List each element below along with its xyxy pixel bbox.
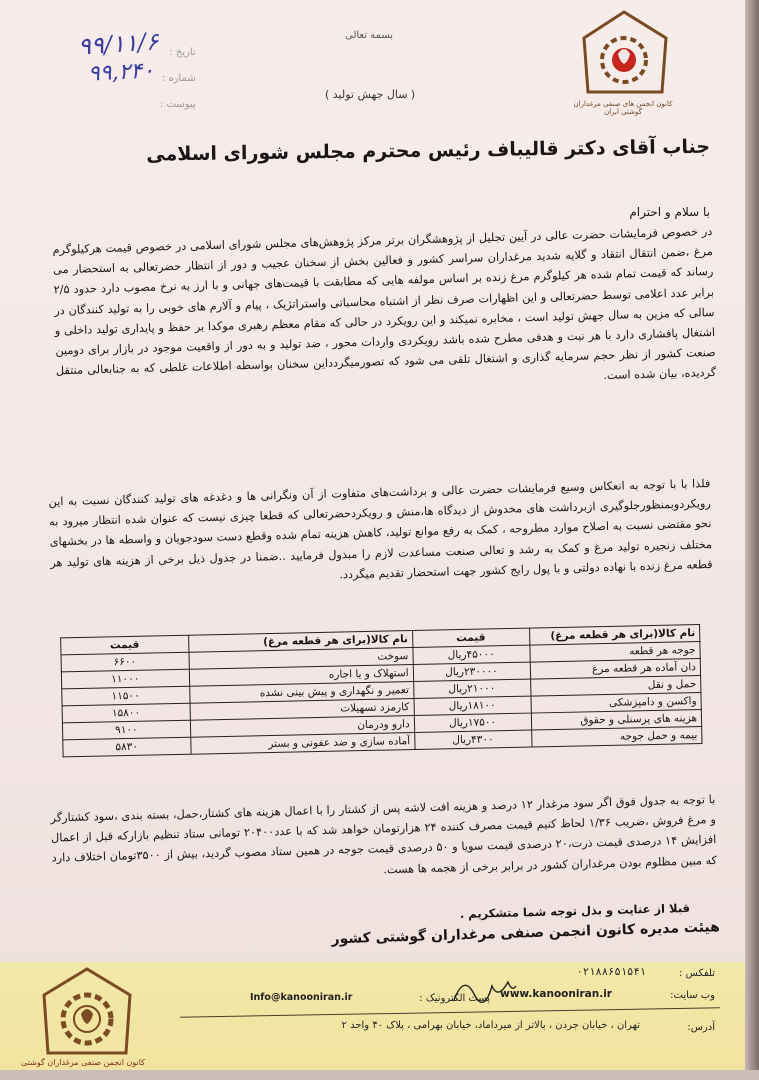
logo-caption: کانون انجمن های صنفی مرغداران گوشتی ایران — [573, 100, 673, 116]
paragraph-1: در خصوص فرمایشات حضرت عالی در آیین تجلیل از پژوهشگران برتر مرکز پژوهش‌های مجلس شورای اسلامی در خصوص قیمت هرکیلوگرم مرغ ،ضمن انتقال انتقاد و گلایه شدید مرغداران سراسر کشور و فعالین بخش از سخنان عجیب و دور از انتظار حضرتعالی به استحضار می رساند که قیمت تمام شده هر کیلوگرم مرغ زنده بر اساس مولفه هایی که مطابقت با قیمت‌های جهانی و با ارز به نرخ مصوب دارد حدود ۲/۵ برابر عدد اعلامی توسط حضرتعالی و این اظهارات صرف نظر از اشتباه محاسباتی واستراتژیک ، پیام و آلارم های خوبی را به تولید کنندگان در سالی که مزین به سال جهش تولید است ، مخابره نمیکند و این رویکرد در حالی که مقام معظم رهبری موکدا بر حفظ و پایداری تولید داخلی و اشتغال پافشاری دارد با هر نیت و هدفی مطرح شده باشد رویکردی واردات محور ، ضد تولید و به دور از واقعیت موجود در بازار برای دومین صنعت کشور از نظر حجم سرمایه گذاری و اشتغال تلقی می شود که تصورمیگردداین سخنان بواسطه اطلاعات غلطی که به جنابعالی منتقل گردیده، بیان شده است. — [52, 224, 717, 383]
letter-meta — [160, 40, 196, 118]
table-cell: دان آماده هر قطعه مرغ — [530, 659, 701, 680]
handwritten-number: ۹۹,۲۴۰ — [87, 58, 155, 87]
salutation: با سلام و احترام — [629, 205, 710, 219]
table-cell: حمل و نقل — [530, 675, 701, 696]
signature-organization: هیئت مدیره کانون انجمن صنفی مرغداران گوشتی کشور — [331, 919, 721, 948]
fax-number: ۰۲۱۸۸۶۵۱۵۴۱ — [576, 966, 646, 978]
table-header: نام کالا(برای هر قطعه مرغ) — [188, 631, 412, 653]
closing-thanks: قبلا از عنایت و بذل توجه شما متشکریم . — [459, 900, 691, 921]
email-label: پست الکترونیک : — [419, 993, 490, 1004]
table-header: نام کالا(برای هر قطعه مرغ) — [529, 625, 700, 646]
letter-title: جناب آقای دکتر قالیباف رئیس محترم مجلس شورای اسلامی — [146, 135, 711, 166]
table-cell: واکسن و دامپزشکی — [531, 692, 702, 713]
paragraph-3: با توجه به جدول فوق اگر سود مرغدار ۱۲ درصد و هزینه افت لاشه پس از کشتار را با اعمال هزینه های کشتار،حمل، بسته بندی ،سود کشتارگر و مرغ فروش ،ضریب ۱/۳۶ لحاظ کنیم قیمت مصرف کننده ۲۴ هزارتومان خواهد شد که با عدد۲۰۴۰۰ تومانی ستاد تنظیم بازارکه قبل از اعمال افزایش ۱۴ درصدی قیمت ذرت،۲۰ درصدی قیمت سویا و ۵۰ درصدی قیمت جوجه در همین ستاد مصوب گردید، بیش از ۳۵۰۰تومان اختلاف دارد که مبین مظلوم بودن مرغداران کشور در برابر برخی از هجمه ها هست. — [50, 792, 718, 876]
table-cell: سوخت — [189, 648, 413, 670]
table-cell: جوجه هر قطعه — [529, 642, 700, 663]
table-header: قیمت — [61, 635, 189, 655]
stamp-logo-icon — [40, 965, 135, 1060]
page-edge — [745, 0, 759, 1080]
website-label: وب سایت: — [670, 990, 715, 1001]
attachment-label: پیوست : — [160, 99, 196, 110]
association-logo-icon — [578, 8, 670, 104]
table-cell: ۱۱۰۰۰ — [61, 669, 189, 689]
paragraph-2: فلذا با با توجه به انعکاس وسیع فرمایشات حضرت عالی و برداشت‌های متفاوت از آن ونگرانی ها و دغدغه های تولید کنندگان نسبت به این رویکردوبمنظورجلوگیری ازبرداشت های مخدوش از دیدگاه ها،منش و رویکردحضرتعالی که قطعا چیزی نیست که عنوان شده انتظار میرود به نحو مقتضی نسبت به اصلاح موارد مطروحه ، کمک به رفع موانع تولید، کاهش هزینه تمام شده وقطع دست سودجویان و واسطه ها در بخشهای مختلف زنجیره تولید مرغ و کمک به رشد و تعالی صنعت مساعدت لازم را مبذول فرمایید ..ضمنا در جدول ذیل برخی از هزینه های تولید هر قطعه مرغ زنده با نهاده دولتی و با پول رایج کشور جهت استحضار تقدیم میگردد. — [48, 476, 713, 582]
table-cell: دارو ودرمان — [190, 716, 414, 738]
table-cell: ۱۵۸۰۰ — [62, 703, 190, 723]
year-motto: ( سال جهش تولید ) — [325, 88, 416, 101]
table-cell: هزینه های پرسنلی و حقوق — [531, 709, 702, 730]
table-cell: ۱۸۱۰۰ریال — [414, 696, 531, 715]
page-bottom-edge — [0, 1070, 759, 1080]
table-cell: بیمه و حمل جوجه — [531, 726, 702, 747]
table-cell: ۴۳۰۰ریال — [414, 730, 531, 749]
table-cell: تعمیر و نگهداری و پیش بینی نشده — [189, 682, 413, 704]
table-cell: آماده سازی و ضد عفونی و بستر — [190, 733, 414, 755]
website-link[interactable]: www.kanooniran.ir — [500, 988, 612, 1000]
cost-table — [60, 624, 702, 757]
email-link[interactable]: Info@kanooniran.ir — [250, 992, 353, 1003]
stamp-caption: کانون انجمن صنفی مرغداران گوشتی — [21, 1058, 145, 1067]
table-cell: ۱۷۵۰۰ریال — [414, 713, 531, 732]
table-cell: ۵۸۳۰ — [63, 737, 191, 757]
table-cell: ۴۵۰۰۰ریال — [413, 645, 530, 664]
table-cell: ۲۱۰۰۰ریال — [413, 679, 530, 698]
address-value: تهران ، خیابان جردن ، بالاتر از میرداماد، خیابان بهرامی ، پلاک ۴۰ واحد ۲ — [341, 1020, 640, 1031]
table-cell: ۶۶۰۰ — [61, 652, 189, 672]
handwritten-date: ۹۹/۱۱/۶ — [77, 27, 160, 61]
table-cell: ۱۱۵۰۰ — [62, 686, 190, 706]
fax-label: تلفکس : — [679, 968, 715, 979]
number-label: شماره : — [161, 73, 196, 84]
table-cell: کارمزد تسهیلات — [190, 699, 414, 721]
table-cell: ۹۱۰۰ — [62, 720, 190, 740]
address-label: آدرس: — [687, 1022, 715, 1033]
table-header: قیمت — [412, 628, 529, 647]
table-cell: ۲۳۰۰۰۰ریال — [413, 662, 530, 681]
table-cell: استهلاک و یا اجاره — [189, 665, 413, 687]
date-label: تاریخ : — [169, 47, 196, 58]
basmala: بسمه تعالی — [345, 30, 394, 41]
